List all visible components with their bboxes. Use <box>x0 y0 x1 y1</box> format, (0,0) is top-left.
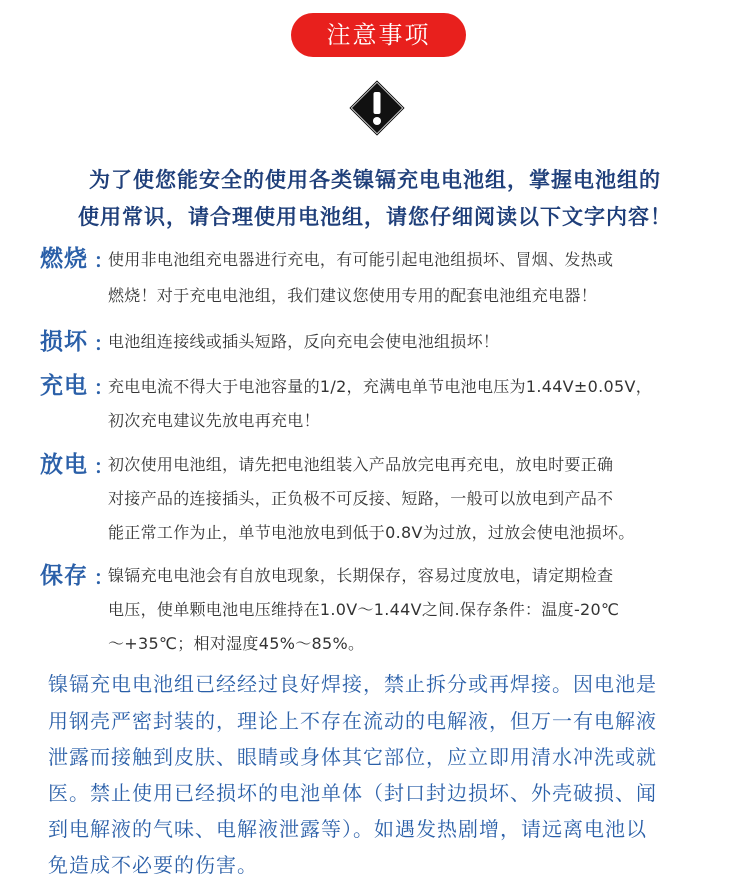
headline-line-1: 为了使您能安全的使用各类镍镉充电电池组，掌握电池组的 <box>89 168 661 192</box>
section-label-burn: 燃烧 <box>40 246 88 272</box>
section-line: 初次充电建议先放电再充电！ <box>108 411 320 430</box>
title-badge: 注意事项 <box>291 13 466 57</box>
section-label-damage: 损坏 <box>40 329 88 355</box>
warning-icon <box>347 78 407 138</box>
section-line: 能正常工作为止，单节电池放电到低于0.8V为过放，过放会使电池损坏。 <box>108 523 635 542</box>
section-line: 充电电流不得大于电池容量的1/2，充满电单节电池电压为1.44V±0.05V， <box>108 377 652 396</box>
section-colon: ： <box>94 250 114 272</box>
bottom-paragraph-line: 免造成不必要的伤害。 <box>48 853 258 877</box>
section-colon: ： <box>94 456 114 478</box>
section-line: 使用非电池组充电器进行充电，有可能引起电池组损坏、冒烟、发热或 <box>108 250 614 269</box>
section-line: 电池组连接线或插头短路，反向充电会使电池组损坏！ <box>108 332 500 351</box>
section-line: 初次使用电池组，请先把电池组装入产品放完电再充电，放电时要正确 <box>108 455 614 474</box>
section-label-discharge: 放电 <box>40 452 88 478</box>
bottom-paragraph-line: 到电解液的气味、电解液泄露等）。如遇发热剧增，请远离电池以 <box>48 817 647 841</box>
section-colon: ： <box>94 377 114 399</box>
bottom-paragraph-line: 用钢壳严密封装的，理论上不存在流动的电解液，但万一有电解液 <box>48 709 657 733</box>
section-line: ～+35℃；相对湿度45%～85%。 <box>108 634 365 653</box>
section-label-storage: 保存 <box>40 563 88 589</box>
bottom-paragraph-line: 泄露而接触到皮肤、眼睛或身体其它部位，应立即用清水冲洗或就 <box>48 745 657 769</box>
section-line: 镍镉充电电池会有自放电现象，长期保存，容易过度放电，请定期检查 <box>108 566 614 585</box>
headline-line-2: 使用常识，请合理使用电池组，请您仔细阅读以下文字内容！ <box>78 205 672 229</box>
section-colon: ： <box>94 333 114 355</box>
section-colon: ： <box>94 567 114 589</box>
section-line: 燃烧！对于充电电池组，我们建议您使用专用的配套电池组充电器！ <box>108 286 598 305</box>
section-label-charge: 充电 <box>40 373 88 399</box>
section-line: 对接产品的连接插头，正负极不可反接、短路，一般可以放电到产品不 <box>108 489 614 508</box>
bottom-paragraph-line: 医。禁止使用已经损坏的电池单体（封口封边损坏、外壳破损、闻 <box>48 781 657 805</box>
bottom-paragraph-line: 镍镉充电电池组已经经过良好焊接，禁止拆分或再焊接。因电池是 <box>48 672 657 696</box>
section-line: 电压，使单颗电池电压维持在1.0V～1.44V之间.保存条件：温度-20℃ <box>108 600 620 619</box>
